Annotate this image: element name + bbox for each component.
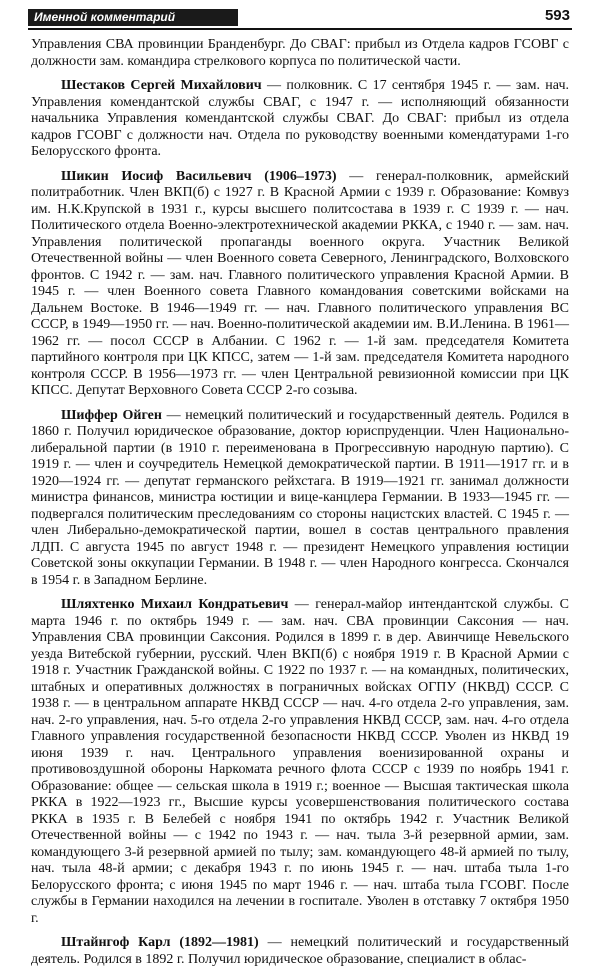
entry-shestakov — [31, 78, 569, 161]
entry-text: — генерал-полковник, армейский политработник. Член ВКП(б) с 1927 г. В Красной Армии с 1939 г. Образование: Комвуз им. Н.К.Крупской в 1931 г., курсы высшего политсостава в 1939 г. С 1939 г. — нач. Политического отдела Военно-электротехнической академии РККА, с 1940 г. — зам. нач. Управления политической пропаганды военного округа. Участник Великой Отечественной войны — член Военного совета Северного, Ленинградского, Волховского фронтов. С 1942 г. — зам. нач. Главного политического управления Красной Армии. В 1945 г. — член Военного совета Главного командования советскими войсками на Дальнем Востоке. В 1946—1949 гг. — нач. Главного политического управления ВС СССР, в 1949—1950 гг. — нач. Военно-политической академии им. В.И.Ленина. В 1961—1962 гг. — посол СССР в Албании. С 1962 г. — 1-й зам. председателя Комитета партийного контроля при ЦК КПСС, затем — 1-й зам. председателя Комитета народного контроля СССР. В 1956—1973 гг. — член Центральной ревизионной комиссии при ЦК КПСС. Депутат Верховного Совета СССР 2-го созыва. — [31, 168, 569, 398]
entry-shikin — [31, 169, 569, 400]
page-number: 593 — [544, 7, 570, 24]
text-body — [31, 37, 569, 976]
entry-text: — полковник. С 17 сентября 1945 г. — зам. нач. Управления комендантской службы СВАГ, с 1947 г. — исполняющий обязанности начальника Управления комендантской службы СВАГ. До СВАГ: прибыл из отдела кадров ГСОВГ с должности нач. Отдела по руководству военными комендатурами 1-го Белорусского фронта. — [31, 78, 569, 159]
entry-name: Шикин Иосиф Васильевич (1906–1973) — [61, 168, 337, 184]
entry-shiffer — [31, 408, 569, 590]
section-title: Именной комментарий — [28, 9, 238, 26]
entry-name: Шестаков Сергей Михайлович — [61, 78, 262, 93]
entry-continuation — [31, 37, 569, 70]
entry-text: — генерал-майор интендантской службы. С марта 1946 г. по октябрь 1949 г. — зам. нач. СВА провинции Саксония — нач. Управления СВА провинции Саксония. Родился в 1899 г. в дер. Авинчище Невельского уезда Витебской губернии, русский. Член ВКП(б) с ноября 1919 г. В Красной Армии с 1918 г. Участник Гражданской войны. С 1922 по 1937 г. — на командных, политических, штабных и оперативных должностях в пограничных войсках ОГПУ (НКВД) СССР. С 1938 г. — в центральном аппарате НКВД СССР — нач. 4-го отдела 2-го управления, зам. нач. 2-го управления, нач. 5-го отдела 2-го управления НКВД СССР, зам. нач. 4-го отдела Главного управления государственной безопасности НКВД СССР. Уволен из НКВД 19 июня 1939 г. нач. Центрального управления военизированной охраны и противовоздушной обороны Наркомата речного флота СССР с 1939 по ноябрь 1941 г. Образование: общее — сельская школа в 1919 г.; военное — Высшая тактическая школа РККА в 1922—1923 гг., Высшие курсы усовершенствования политического состава РККА в 1935 г. В Белебей с ноября 1941 по октябрь 1942 г. Участник Великой Отечественной войны — с 1942 по 1943 г. — нач. тыла 3-й резервной армии, зам. командующего 3-й резервной армией по тылу; зам. командующего 48-й армией по тылу, нач. тыла 48-й армии; с декабря 1943 г. по июнь 1945 г. — нач. штаба тыла 1-го Белорусского фронта; с июня 1945 по март 1946 г. — нач. штаба тыла ГСОВГ. После службы в Германии находился на лечении в госпитале. Уволен в отставку 7 октября 1950 г. — [31, 597, 569, 926]
entry-steinhoff — [31, 935, 569, 968]
entry-text: — немецкий политический и государственный деятель. Родился в 1860 г. Получил юридическое образование, доктор юриспруденции. Член Национально-либеральной партии (в 1910 г. переименована в Прогрессивную народную партию). С 1919 г. — член и соучредитель Немецкой демократической партии. В 1911—1917 гг. и в 1920—1924 гг. — депутат германского рейхстага. В 1919—1921 гг. занимал должности министра финансов, министра юстиции и вице-канцлера Германии. В 1933—1945 гг. — подвергался политическим преследованиям со стороны нацистских властей. С 1945 г. — член Либерально-демократической партии, вошел в состав центрального правления ЛДП. С августа 1945 по август 1948 г. — президент Немецкого управления юстиции Советской зоны оккупации Германии. В 1948 г. — член Народного конгресса. Скончался в 1954 г. в Западном Берлине. — [31, 407, 569, 588]
running-header — [28, 6, 572, 30]
entry-name: Шиффер Ойген — [61, 407, 162, 423]
entry-name: Штайнгоф Карл (1892—1981) — [61, 935, 259, 950]
entry-text: Управления СВА провинции Бранденбург. До СВАГ: прибыл из Отдела кадров ГСОВГ с должности зам. командира стрелкового корпуса по политической части. — [31, 37, 569, 69]
entry-name: Шляхтенко Михаил Кондратьевич — [61, 597, 289, 612]
entry-text: — немецкий политический и государственный деятель. Родился в 1892 г. Получил юридическое образование, специалист в облас- — [31, 935, 569, 967]
entry-shlyakhtenko — [31, 597, 569, 927]
